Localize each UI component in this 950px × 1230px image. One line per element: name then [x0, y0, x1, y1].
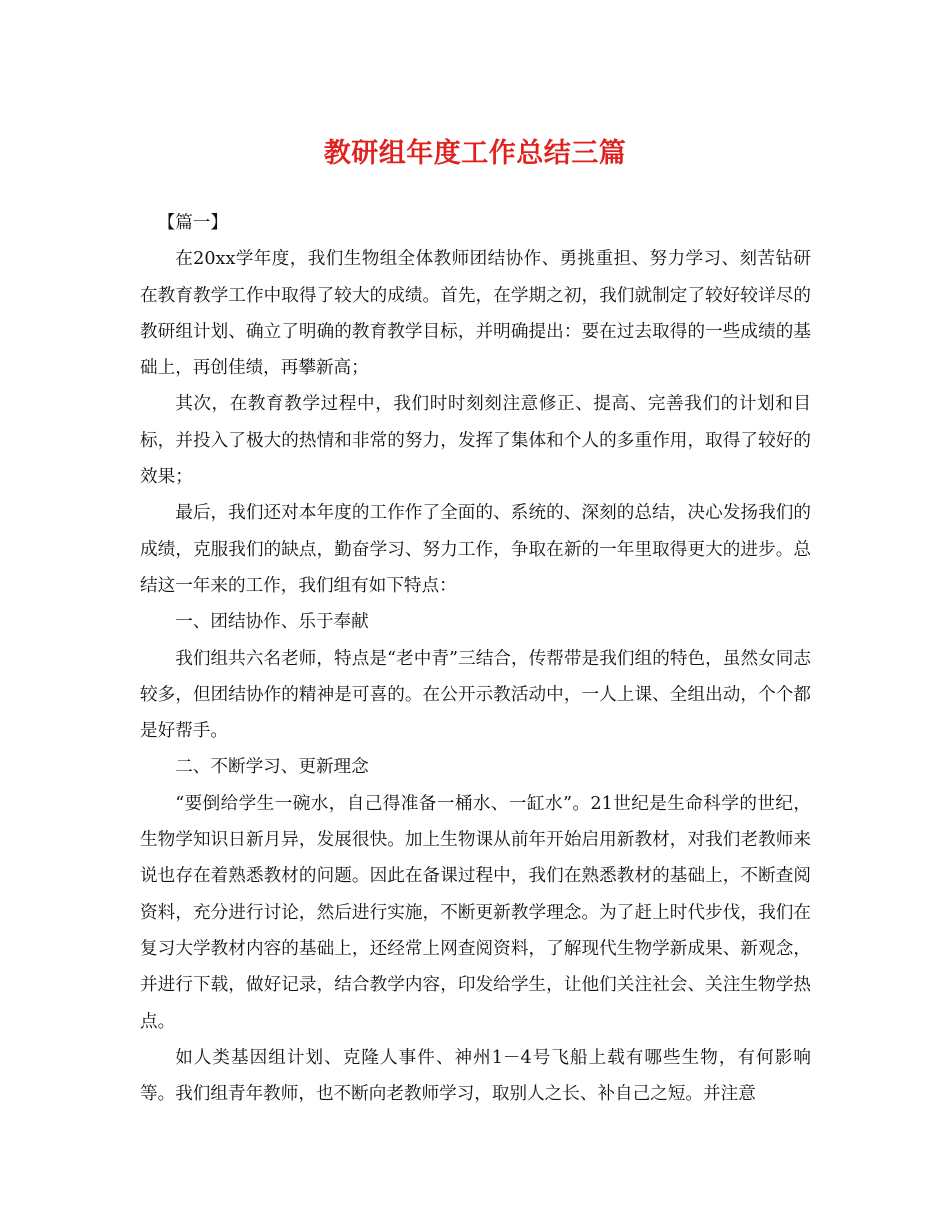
section-label: 【篇一】: [157, 213, 228, 233]
section-heading-teamwork: 一、团结协作、乐于奉献: [175, 612, 369, 633]
paragraph-second: 其次，在教育教学过程中，我们时时刻刻注意修正、提高、完善我们的计划和目标，并投入了极大的热情和非常的努力，发挥了集体和个人的多重作用，取得了较好的效果；: [140, 394, 811, 488]
paragraph-learning: “要倒给学生一碗水，自己得准备一桶水、一缸水”。21世纪是生命科学的世纪，生物学知识日新月异，发展很快。加上生物课从前年开始启用新教材，对我们老教师来说也存在着熟悉教材的问题。因此在备课过程中，我们在熟悉教材的基础上，不断查阅资料，充分进行讨论，然后进行实施，不断更新教学理念。为了赶上时代步伐，我们在复习大学教材内容的基础上，还经常上网查阅资料，了解现代生物学新成果、新观念，并进行下载，做好记录，结合教学内容，印发给学生，让他们关注社会、关注生物学热点。: [140, 793, 811, 1032]
document-title: 教研组年度工作总结三篇: [323, 138, 627, 169]
paragraph-intro: 在20xx学年度，我们生物组全体教师团结协作、勇挑重担、努力学习、刻苦钻研在教育教学工作中取得了较大的成绩。首先，在学期之初，我们就制定了较好较详尽的教研组计划、确立了明确的教育教学目标，并明确提出：要在过去取得的一些成绩的基础上，再创佳绩，再攀新高；: [140, 249, 811, 379]
paragraph-teamwork: 我们组共六名老师，特点是“老中青”三结合，传帮带是我们组的特色，虽然女同志较多，但团结协作的精神是可喜的。在公开示教活动中，一人上课、全组出动，个个都是好帮手。: [140, 648, 811, 742]
paragraph-examples: 如人类基因组计划、克隆人事件、神州1－4号飞船上载有哪些生物，有何影响等。我们组青年教师，也不断向老教师学习，取别人之长、补自己之短。并注意: [140, 1047, 811, 1105]
paragraph-third: 最后，我们还对本年度的工作作了全面的、系统的、深刻的总结，决心发扬我们的成绩，克服我们的缺点，勤奋学习、努力工作，争取在新的一年里取得更大的进步。总结这一年来的工作，我们组有如下特点：: [140, 503, 811, 596]
document-body: [140, 205, 811, 1112]
section-heading-learning: 二、不断学习、更新理念: [175, 757, 369, 778]
